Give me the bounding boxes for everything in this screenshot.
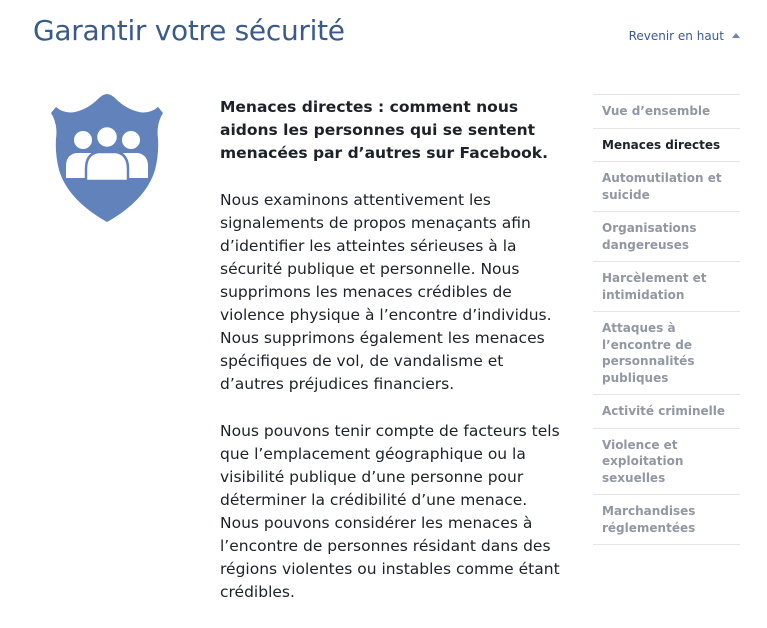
sidebar-item-attaques[interactable]: Attaques à l’encontre de personnalités publiques <box>593 312 740 395</box>
article-content <box>220 96 560 628</box>
article-heading: Menaces directes : comment nous aidons les personnes qui se sentent menacées par d’autres sur Facebook. <box>220 98 548 162</box>
article-paragraph-1: Nous examinons attentivement les signalements de propos menaçants afin d’identifier les atteintes sérieuses à la sécurité publique et personnelle. Nous supprimons les menaces crédibles de violence physique à l’encontre d’individus. Nous supprimons également les menaces spécifiques de vol, de vandalisme et d’autres préjudices financiers. <box>220 191 552 393</box>
page-title: Garantir votre sécurité <box>33 14 345 47</box>
article-paragraph-2: Nous pouvons tenir compte de facteurs tels que l’emplacement géographique ou la visibilité publique d’une personne pour déterminer la crédibilité d’une menace. Nous pouvons considérer les menaces à l’encontre de personnes résidant dans des régions violentes ou instables comme étant crédibles. <box>220 422 560 601</box>
back-to-top-link[interactable] <box>629 29 740 43</box>
shield-group-icon <box>51 94 163 222</box>
sidebar-item-violence-sexuelle[interactable]: Violence et exploitation sexuelles <box>593 429 740 496</box>
sidebar-item-activite-criminelle[interactable]: Activité criminelle <box>593 395 740 429</box>
sidebar-item-automutilation[interactable]: Automutilation et suicide <box>593 162 740 212</box>
sidebar-item-marchandises[interactable]: Marchandises réglementées <box>593 495 740 545</box>
sidebar-item-organisations[interactable]: Organisations dangereuses <box>593 212 740 262</box>
sidebar-item-menaces-directes[interactable]: Menaces directes <box>593 129 740 163</box>
back-to-top-label: Revenir en haut <box>628 29 724 43</box>
caret-up-icon <box>732 33 740 38</box>
sidebar-item-vue-ensemble[interactable]: Vue d’ensemble <box>593 95 740 129</box>
sidebar-item-harcelement[interactable]: Harcèlement et intimidation <box>593 262 740 312</box>
policy-sidebar-nav <box>593 94 740 545</box>
